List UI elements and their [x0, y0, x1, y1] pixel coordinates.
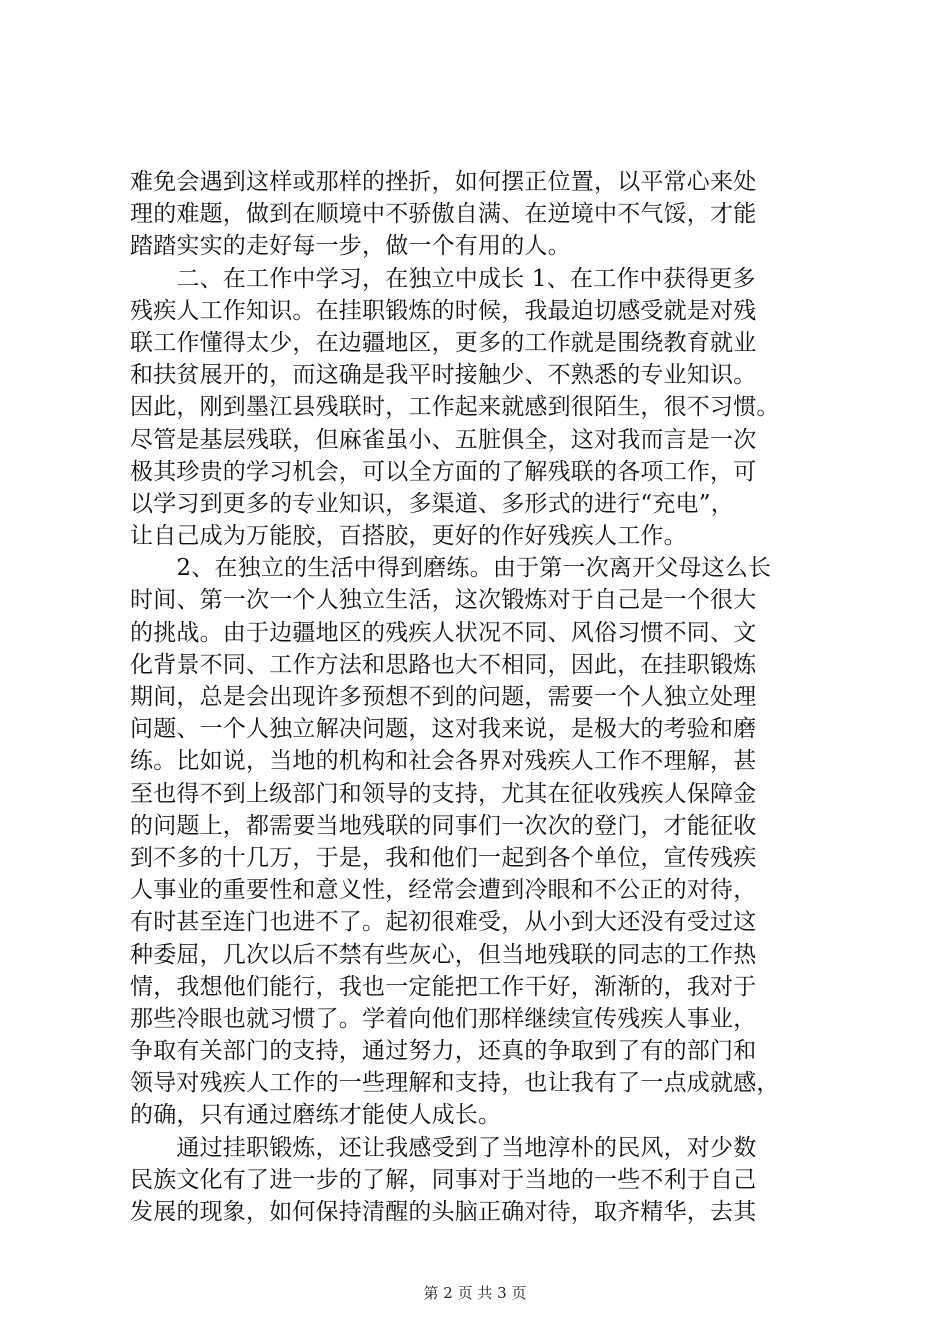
text-line: 联工作懂得太少，在边疆地区，更多的工作就是围绕教育就业 — [130, 329, 757, 356]
text-line: 化背景不同、工作方法和思路也大不相同，因此，在挂职锻炼 — [130, 651, 757, 678]
text-line: 时间、第一次一个人独立生活，这次锻炼对于自己是一个很大 — [130, 587, 757, 614]
text-line: 到不多的十几万，于是，我和他们一起到各个单位，宣传残疾 — [130, 844, 757, 871]
text-line: 2、在独立的生活中得到磨练。由于第一次离开父母这么长 — [130, 555, 772, 582]
text-line: 民族文化有了进一步的了解，同事对于当地的一些不利于自己 — [130, 1166, 757, 1193]
text-line: 二、在工作中学习，在独立中成长 1、在工作中获得更多 — [130, 265, 756, 292]
text-line: 的问题上，都需要当地残联的同事们一次次的登门，才能征收 — [130, 812, 757, 839]
text-line: 的确，只有通过磨练才能使人成长。 — [130, 1102, 502, 1129]
text-line: 通过挂职锻炼，还让我感受到了当地淳朴的民风，对少数 — [130, 1134, 757, 1161]
text-line: 以学习到更多的专业知识，多渠道、多形式的进行“充电”， — [130, 490, 734, 517]
text-line: 问题、一个人独立解决问题，这对我来说，是极大的考验和磨 — [130, 716, 757, 743]
page-footer: 第 2 页 共 3 页 — [423, 1284, 527, 1302]
text-line: 和扶贫展开的，而这确是我平时接触少、不熟悉的专业知识。 — [130, 362, 757, 389]
text-line: 那些冷眼也就习惯了。学着向他们那样继续宣传残疾人事业， — [130, 1005, 757, 1032]
text-line: 残疾人工作知识。在挂职锻炼的时候，我最迫切感受就是对残 — [130, 297, 757, 324]
text-line: 期间，总是会出现许多预想不到的问题，需要一个人独立处理 — [130, 684, 757, 710]
text-line: 踏踏实实的走好每一步，做一个有用的人。 — [130, 233, 571, 260]
text-line: 情，我想他们能行，我也一定能把工作干好，渐渐的，我对于 — [130, 973, 757, 1000]
text-line: 发展的现象，如何保持清醒的头脑正确对待，取齐精华，去其 — [130, 1199, 757, 1225]
text-line: 至也得不到上级部门和领导的支持，尤其在征收残疾人保障金 — [130, 780, 757, 807]
text-line: 练。比如说，当地的机构和社会各界对残疾人工作不理解，甚 — [130, 748, 757, 775]
body-text — [130, 166, 830, 1228]
text-line: 理的难题，做到在顺境中不骄傲自满、在逆境中不气馁，才能 — [130, 201, 757, 228]
text-line: 人事业的重要性和意义性，经常会遭到冷眼和不公正的对待， — [130, 877, 757, 904]
text-line: 有时甚至连门也进不了。起初很难受，从小到大还没有受过这 — [130, 909, 757, 936]
text-line: 领导对残疾人工作的一些理解和支持，也让我有了一点成就感， — [130, 1070, 780, 1097]
text-line: 种委屈，几次以后不禁有些灰心，但当地残联的同志的工作热 — [130, 941, 757, 968]
text-line: 因此，刚到墨江县残联时，工作起来就感到很陌生，很不习惯。 — [130, 394, 780, 421]
text-line: 争取有关部门的支持，通过努力，还真的争取到了有的部门和 — [130, 1038, 757, 1065]
text-line: 难免会遇到这样或那样的挫折，如何摆正位置，以平常心来处 — [130, 169, 757, 195]
text-line: 尽管是基层残联，但麻雀虽小、五脏俱全，这对我而言是一次 — [130, 426, 757, 453]
text-line: 极其珍贵的学习机会，可以全方面的了解残联的各项工作，可 — [130, 458, 757, 485]
text-line: 的挑战。由于边疆地区的残疾人状况不同、风俗习惯不同、文 — [130, 619, 757, 646]
text-line: 让自己成为万能胶，百搭胶，更好的作好残疾人工作。 — [130, 523, 687, 550]
